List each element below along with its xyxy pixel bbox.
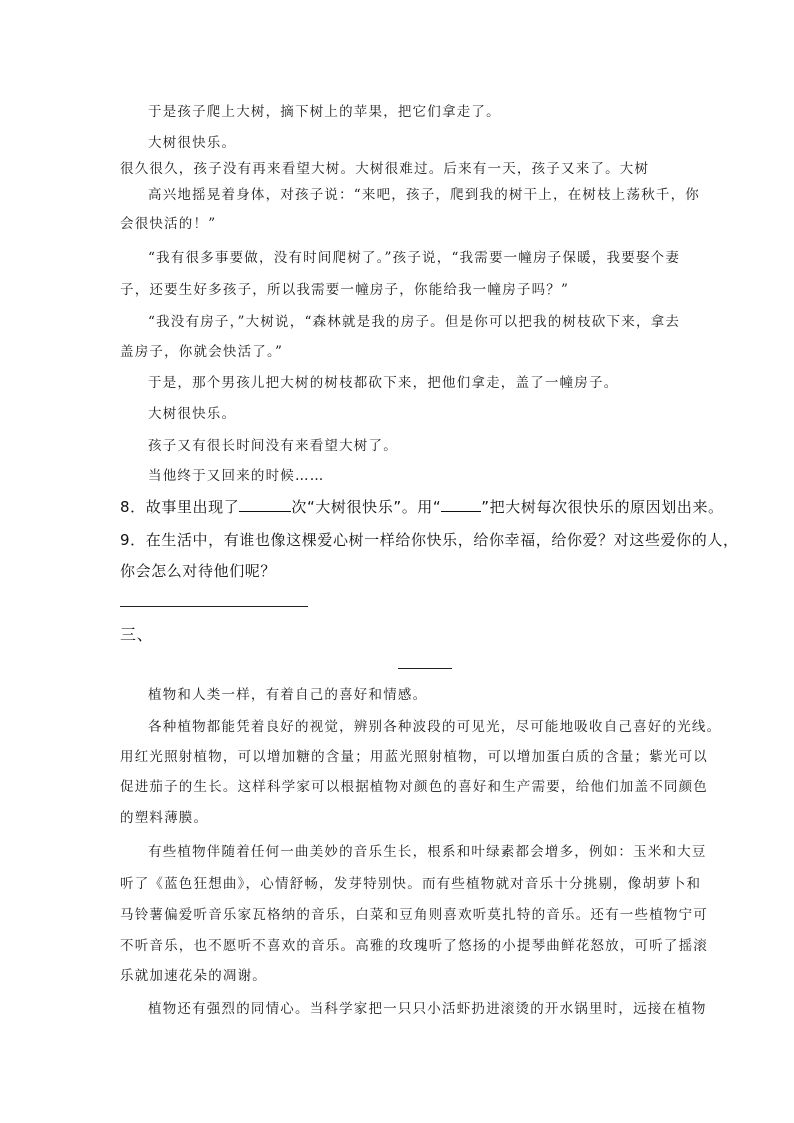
story-line: 孩子又有很长时间没有来看望大树了。 — [148, 438, 398, 454]
question-8-prefix: 8．故事里出现了 — [120, 498, 240, 516]
story-line: 于是孩子爬上大树，摘下树上的苹果，把它们拿走了。 — [148, 104, 501, 120]
story-line: “我有很多事要做，没有时间爬树了。”孩子说，“我需要一幢房子保暖，我要娶个妻 — [148, 250, 681, 266]
article-line: 的塑料薄膜。 — [120, 810, 209, 826]
question-8-suffix: ”把大树每次很快乐的原因划出来。 — [481, 498, 724, 516]
article-line: 植物还有强烈的同情心。当科学家把一只只小活虾扔进滚烫的开水锅里时，远接在植物 — [148, 1001, 707, 1017]
story-line: 子，还要生好多孩子，所以我需要一幢房子，你能给我一幢房子吗？” — [120, 282, 570, 298]
article-line: 用红光照射植物，可以增加糖的含量；用蓝光照射植物，可以增加蛋白质的含量；紫光可以 — [120, 749, 708, 765]
question-9-line-1: 9．在生活中，有谁也像这棵爱心树一样给你快乐，给你幸福，给你爱？对这些爱你的人， — [120, 531, 739, 549]
title-blank-line[interactable] — [398, 668, 452, 669]
question-9-line-2: 你会怎么对待他们呢？ — [120, 562, 277, 580]
answer-line[interactable] — [120, 606, 308, 607]
article-line: 促进茄子的生长。这样科学家可以根据植物对颜色的喜好和生产需要，给他们加盖不同颜色 — [120, 779, 708, 795]
article-line: 不听音乐，也不愿听不喜欢的音乐。高雅的玫瑰听了悠扬的小提琴曲鲜花怒放，可听了摇滚 — [120, 938, 708, 954]
story-line: 盖房子，你就会快活了。” — [120, 344, 284, 360]
article-line: 各种植物都能凭着良好的视觉，辨别各种波段的可见光，尽可能地吸收自己喜好的光线。 — [148, 719, 722, 735]
story-line: 大树很快乐。 — [148, 406, 237, 422]
answer-blank-mark — [441, 497, 481, 512]
article-line: 听了《蓝色狂想曲》，心情舒畅，发芽特别快。而有些植物就对音乐十分挑剔，像胡萝卜和 — [120, 876, 702, 892]
story-line: 于是，那个男孩儿把大树的树枝都砍下来，把他们拿走，盖了一幢房子。 — [148, 375, 619, 391]
article-line: 有些植物伴随着任何一曲美妙的音乐生长，根系和叶绿素都会增多，例如：玉米和大豆 — [148, 844, 707, 860]
story-line: 高兴地摇晃着身体，对孩子说：“来吧，孩子，爬到我的树干上，在树枝上荡秋千，你 — [148, 187, 701, 203]
section-heading: 三、 — [120, 625, 154, 644]
article-line: 植物和人类一样，有着自己的喜好和情感。 — [148, 687, 428, 703]
story-line: 很久很久，孩子没有再来看望大树。大树很难过。后来有一天，孩子又来了。大树 — [120, 161, 650, 177]
story-line: 大树很快乐。 — [148, 135, 237, 151]
question-8 — [120, 497, 724, 517]
question-8-middle: 次“大树很快乐”。用“ — [291, 498, 442, 516]
article-line: 乐就加速花朵的凋谢。 — [120, 968, 267, 984]
story-line: 当他终于又回来的时候…… — [148, 468, 325, 484]
story-line: “我没有房子，”大树说，“森林就是我的房子。但是你可以把我的树枝砍下来，拿去 — [148, 314, 681, 330]
story-line: 会很快活的！” — [120, 216, 217, 232]
answer-blank-count[interactable] — [239, 497, 291, 512]
article-line: 马铃薯偏爱听音乐家瓦格纳的音乐，白菜和豆角则喜欢听莫扎特的音乐。还有一些植物宁可 — [120, 907, 708, 923]
